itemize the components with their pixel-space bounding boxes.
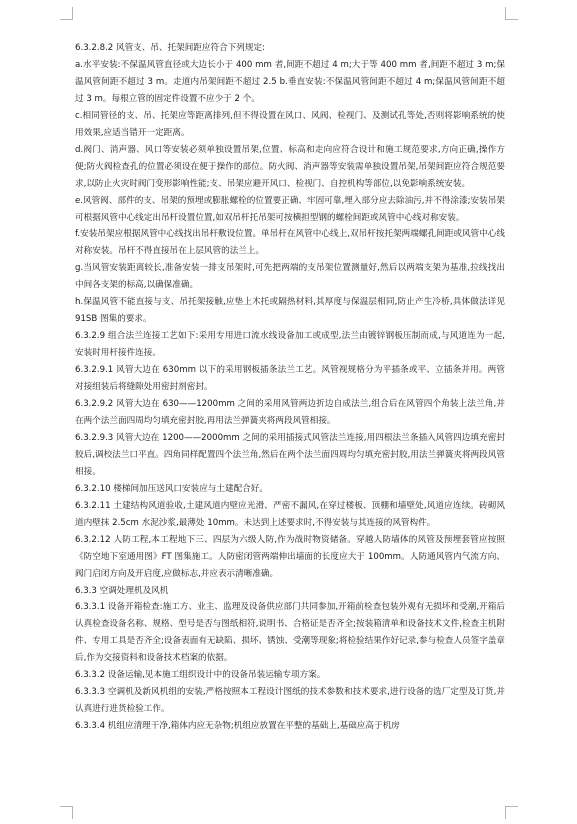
crop-mark-top-right xyxy=(505,7,518,20)
paragraph: f.安装吊架应根据风管中心线找出吊杆敷设位置。单吊杆在风管中心线上,双吊杆按托架两端螺孔间距或风管中心线对称安装。吊杆不得直接吊在上层风管的法兰上。 xyxy=(75,229,505,257)
paragraph: 6.3.3.1 设备开箱检查:施工方、业主、监理及设备供应部门共同参加,开箱前检查包装外观有无损坏和受潮,开箱后认真检查设备名称、规格、型号是否与图纸相符,说明书、合格证是否齐全;按装箱清单和设备技术文件,检查主机附件、专用工具是否齐全;设备表面有无缺陷、损坏、锈蚀、受潮等现象;将检验结果作好记录,参与检查人员签字盖章后,作为交接资料和设备技术档案的依据。 xyxy=(75,602,505,664)
document-body xyxy=(75,40,505,735)
paragraph: 6.3.2.11 土建结构风道验收,土建风道内壁应光滑、严密不漏风,在穿过楼板、顶棚和墙壁处,风道应连续。砖砌风道内壁抹 2.5cm 水泥沙浆,最薄处 10mm。未达到上述要求时,不得安装与其连接的风管构件。 xyxy=(75,500,505,528)
paragraph: 6.3.2.9.3 风管大边在 1200——2000mm 之间的采用插接式风管法兰连接,用四根法兰条插入风管四边填充密封胶后,调校法兰口平直。四角同样配置四个法兰角,然后在两个法兰面四周均匀填充密封胶,用法兰弹簧夹将两段风管相接。 xyxy=(75,432,505,477)
paragraph: 6.3.3.3 空调机及新风机组的安装,严格按照本工程设计图纸的技术参数和技术要求,进行设备的选厂定型及订货,并认真进行进货检验工作。 xyxy=(75,687,505,715)
paragraph: 6.3.2.9 组合法兰连接工艺如下:采用专用进口流水线设备加工或成型,法兰由镀锌钢板压制而成,与风道连为一起,安装时用杆接件连接。 xyxy=(75,331,505,359)
paragraph: 6.3.2.9.2 风管大边在 630——1200mm 之间的采用风管两边折边自成法兰,组合后在风管四个角装上法兰角,并在两个法兰面四周均匀填充密封胶,再用法兰弹簧夹将两段风管相接。 xyxy=(75,399,505,426)
paragraph: 6.3.2.10 楼梯间加压送风口安装应与土建配合好。 xyxy=(75,483,268,494)
crop-mark-top-left xyxy=(60,7,73,20)
crop-mark-bottom-left xyxy=(60,806,73,819)
paragraph: c.相同管径的支、吊、托架应等距离排列,但不得设置在风口、风阀、检视门、及测试孔等处,否则将影响系统的使用效果,应适当错开一定距离。 xyxy=(75,110,505,138)
paragraph: a.水平安装:不保温风管直径或大边长小于 400 mm 者,间距不超过 4 m;大于等 400 mm 者,间距不超过 3 m;保温风管间距不超过 3 m。走道内吊架间距不超过 2.5 b.垂直安装:不保温风管间距不超过 4 m;保温风管间距不超过 3 m。每根立管的固定件设置不应少于 2 个。 xyxy=(75,59,505,104)
crop-mark-bottom-right xyxy=(505,806,518,819)
section-heading: 6.3.3 空调处理机及风机 xyxy=(75,585,169,596)
paragraph: 6.3.3.2 设备运输,见本施工组织设计中的设备吊装运输专项方案。 xyxy=(75,670,326,681)
paragraph: d.阀门、消声器、风口等安装必须单独设置吊架,位置、标高和走向应符合设计和施工规范要求,方向正确,操作方便;防火阀检查孔的位置必须设在便于操作的部位。防火阀、消声器等安装需单独设置吊架,吊架间距应符合规范要求,以防止火灾时阀门变形影响性能;支、吊架应避开风口、检视门、自控机构等部位,以免影响系统安装。 xyxy=(75,144,505,189)
paragraph: e.风管阀、部件的支、吊架的预埋或膨胀螺栓的位置要正确、牢固可靠,埋入部分应去除油污,并不得涂漆;安装吊架可根据风管中心线定出吊杆设置位置,如双吊杆托吊架可按横担型钢的螺栓间距或风管中心线对称安装。 xyxy=(75,195,505,223)
paragraph: 6.3.2.12 人防工程,本工程地下三、四层为六级人防,作为战时物资储备。穿越人防墙体的风管及预埋套管应按照《防空地下室通用图》FT 图集施工。人防密闭管两端伸出墙面的长度应大于 100mm。人防通风管内气流方向、阀门启闭方向及开启度,应做标志,并应表示清晰准确。 xyxy=(75,534,505,579)
paragraph: 6.3.2.9.1 风管大边在 630mm 以下的采用钢板插条法兰工艺。风管视规格分为平插条或平、立插条并用。两管对接组装后将缝隙处用密封剂密封。 xyxy=(75,365,505,393)
paragraph: h.保温风管不能直接与支、吊托架接触,应垫上木托或隔热材料,其厚度与保温层相同,防止产生冷桥,具体做法详见 91SB 图集的要求。 xyxy=(75,297,505,325)
paragraph: 6.3.3.4 机组应清理干净,箱体内应无杂物;机组应放置在平整的基础上,基础应高于机房 xyxy=(75,721,400,732)
paragraph: 6.3.2.8.2 风管支、吊、托架间距应符合下列规定: xyxy=(75,43,265,53)
paragraph: g.当风管安装距离较长,准备安装一排支吊架时,可先把两端的支吊架位置测量好,然后以两端支架为基准,拉线找出中间各支架的标高,以确保准确。 xyxy=(75,263,505,291)
